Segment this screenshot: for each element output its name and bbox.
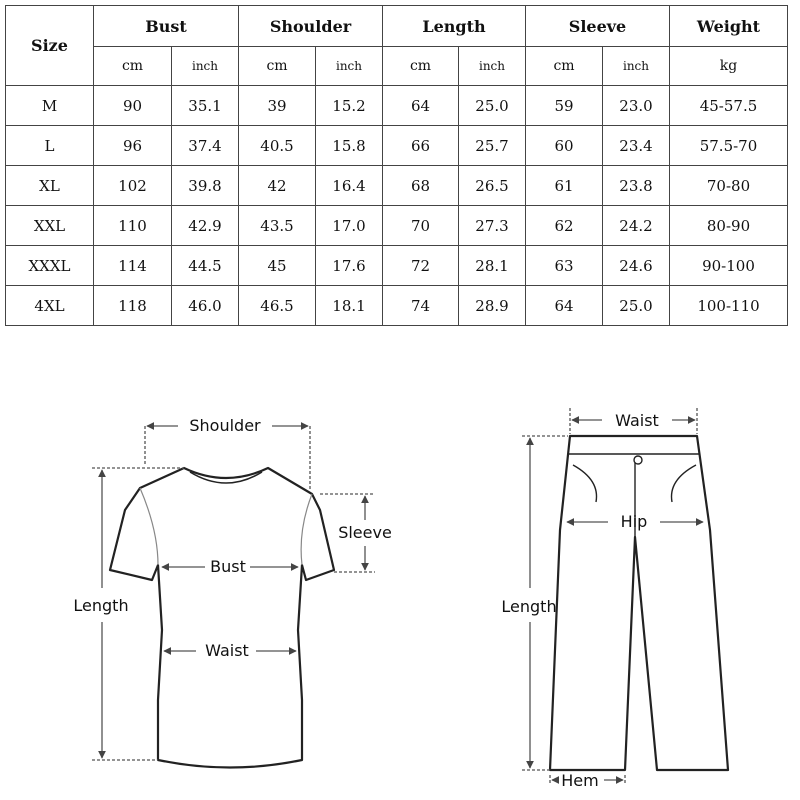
table-cell: 118 — [94, 286, 172, 326]
tshirt-bust-label: Bust — [210, 557, 246, 576]
table-cell: 80-90 — [670, 206, 788, 246]
table-cell: 25.0 — [459, 86, 526, 126]
table-cell: 43.5 — [239, 206, 316, 246]
table-cell: 46.0 — [172, 286, 239, 326]
table-cell: 61 — [526, 166, 603, 206]
tshirt-outline — [110, 468, 334, 768]
table-cell: 59 — [526, 86, 603, 126]
table-cell: 39.8 — [172, 166, 239, 206]
unit-cell: inch — [316, 47, 383, 86]
table-cell: 28.9 — [459, 286, 526, 326]
size-cell: 4XL — [6, 286, 94, 326]
table-cell: 17.0 — [316, 206, 383, 246]
tshirt-shoulder-label: Shoulder — [189, 416, 261, 435]
pants-outline — [550, 436, 728, 770]
table-cell: 72 — [383, 246, 459, 286]
pants-pocket-left — [573, 465, 597, 502]
table-cell: 42.9 — [172, 206, 239, 246]
unit-header-row — [6, 47, 788, 86]
unit-cell: cm — [239, 47, 316, 86]
table-cell: 64 — [526, 286, 603, 326]
table-cell: 23.0 — [603, 86, 670, 126]
table-row — [6, 206, 788, 246]
table-cell: 68 — [383, 166, 459, 206]
table-cell: 39 — [239, 86, 316, 126]
table-cell: 57.5-70 — [670, 126, 788, 166]
table-row — [6, 286, 788, 326]
table-cell: 24.2 — [603, 206, 670, 246]
table-cell: 100-110 — [670, 286, 788, 326]
group-header-row — [6, 6, 788, 47]
table-cell: 28.1 — [459, 246, 526, 286]
tshirt-sleeve-label: Sleeve — [338, 523, 392, 542]
unit-cell: kg — [670, 47, 788, 86]
table-cell: 15.2 — [316, 86, 383, 126]
table-cell: 18.1 — [316, 286, 383, 326]
size-chart-table — [5, 5, 788, 326]
unit-cell: cm — [526, 47, 603, 86]
tshirt-illustration — [110, 468, 334, 768]
table-cell: 64 — [383, 86, 459, 126]
size-cell: M — [6, 86, 94, 126]
size-header: Size — [6, 6, 94, 86]
tshirt-length-label: Length — [73, 596, 129, 615]
pants-illustration — [550, 436, 728, 770]
tshirt-measurements — [92, 426, 375, 760]
table-cell: 66 — [383, 126, 459, 166]
unit-cell: cm — [94, 47, 172, 86]
table-cell: 37.4 — [172, 126, 239, 166]
table-cell: 16.4 — [316, 166, 383, 206]
pants-hem-label: Hem — [561, 771, 599, 790]
measurement-diagram — [0, 330, 800, 800]
table-cell: 24.6 — [603, 246, 670, 286]
table-row — [6, 166, 788, 206]
table-cell: 102 — [94, 166, 172, 206]
shoulder-header: Shoulder — [239, 6, 383, 47]
tshirt-waist-label: Waist — [205, 641, 249, 660]
weight-header: Weight — [670, 6, 788, 47]
unit-cell: inch — [603, 47, 670, 86]
table-cell: 70 — [383, 206, 459, 246]
table-cell: 62 — [526, 206, 603, 246]
pants-waist-label: Waist — [615, 411, 659, 430]
pants-button — [634, 456, 642, 464]
table-cell: 74 — [383, 286, 459, 326]
table-cell: 23.8 — [603, 166, 670, 206]
table-cell: 63 — [526, 246, 603, 286]
table-cell: 15.8 — [316, 126, 383, 166]
table-cell: 23.4 — [603, 126, 670, 166]
pants-hip-label: Hip — [620, 512, 648, 531]
table-cell: 110 — [94, 206, 172, 246]
table-cell: 26.5 — [459, 166, 526, 206]
table-cell: 25.0 — [603, 286, 670, 326]
table-cell: 96 — [94, 126, 172, 166]
table-cell: 17.6 — [316, 246, 383, 286]
tshirt-seam-left — [140, 488, 158, 565]
unit-cell: inch — [172, 47, 239, 86]
table-row — [6, 126, 788, 166]
table-cell: 60 — [526, 126, 603, 166]
table-cell: 25.7 — [459, 126, 526, 166]
size-cell: L — [6, 126, 94, 166]
table-cell: 42 — [239, 166, 316, 206]
unit-cell: inch — [459, 47, 526, 86]
tshirt-seam-right — [301, 494, 312, 565]
length-header: Length — [383, 6, 526, 47]
table-cell: 70-80 — [670, 166, 788, 206]
pants-length-label: Length — [501, 597, 557, 616]
table-cell: 44.5 — [172, 246, 239, 286]
size-cell: XXL — [6, 206, 94, 246]
size-cell: XL — [6, 166, 94, 206]
table-row — [6, 246, 788, 286]
table-cell: 90 — [94, 86, 172, 126]
table-cell: 46.5 — [239, 286, 316, 326]
table-cell: 40.5 — [239, 126, 316, 166]
table-row — [6, 86, 788, 126]
table-cell: 45-57.5 — [670, 86, 788, 126]
table-cell: 45 — [239, 246, 316, 286]
sleeve-header: Sleeve — [526, 6, 670, 47]
table-cell: 27.3 — [459, 206, 526, 246]
size-cell: XXXL — [6, 246, 94, 286]
table-cell: 35.1 — [172, 86, 239, 126]
pants-pocket-right — [672, 465, 697, 502]
bust-header: Bust — [94, 6, 239, 47]
unit-cell: cm — [383, 47, 459, 86]
table-cell: 90-100 — [670, 246, 788, 286]
table-cell: 114 — [94, 246, 172, 286]
table-body — [6, 86, 788, 326]
